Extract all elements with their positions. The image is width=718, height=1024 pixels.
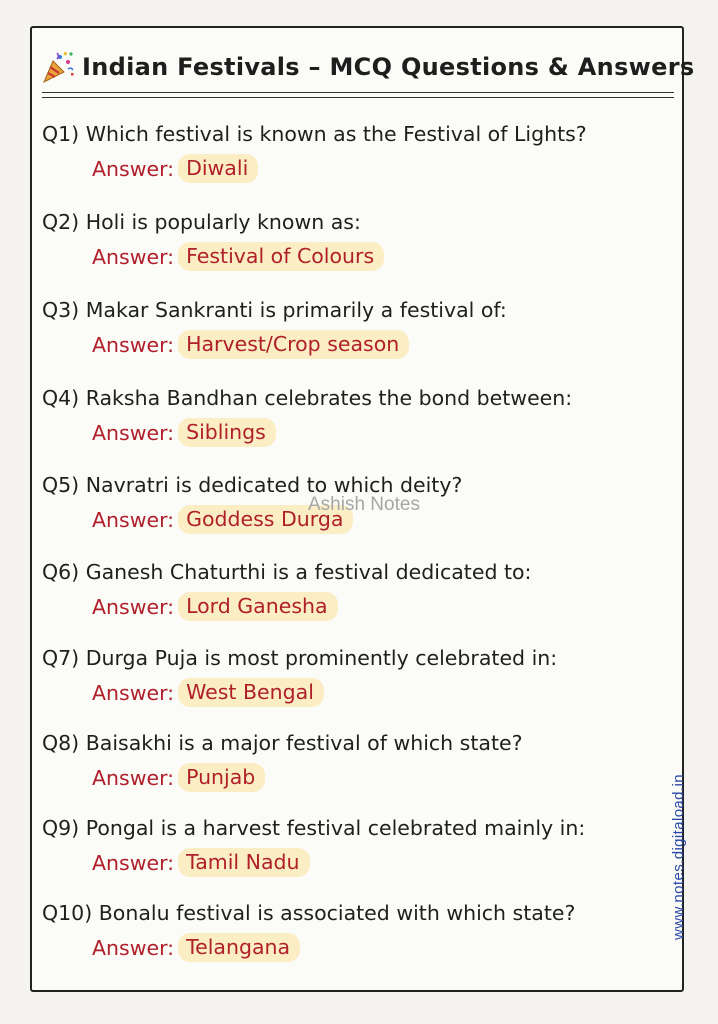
- question-item: [42, 296, 662, 359]
- answer-value: West Bengal: [178, 678, 324, 707]
- question-item: [42, 729, 662, 792]
- question-item: [42, 814, 662, 877]
- answer-label: Answer:: [92, 507, 175, 532]
- answer-value: Punjab: [178, 763, 265, 792]
- page-title: Indian Festivals – MCQ Questions & Answers: [82, 53, 695, 81]
- question-text: Q1) Which festival is known as the Festival of Lights?: [42, 122, 587, 146]
- answer-label: Answer:: [92, 420, 175, 445]
- answer-label: Answer:: [92, 244, 175, 269]
- side-url: www.notes.digitaload.in: [670, 774, 687, 940]
- answer-value: Harvest/Crop season: [178, 330, 409, 359]
- question-item: [42, 120, 662, 183]
- answer-value: Siblings: [178, 418, 276, 447]
- question-item: [42, 644, 662, 707]
- answer-row: [92, 592, 662, 621]
- title-divider: [42, 92, 674, 93]
- question-item: [42, 384, 662, 447]
- answer-row: [92, 763, 662, 792]
- answer-row: [92, 848, 662, 877]
- answer-label: Answer:: [92, 765, 175, 790]
- answer-row: [92, 330, 662, 359]
- header: [40, 46, 695, 88]
- question-text: Q10) Bonalu festival is associated with which state?: [42, 901, 576, 925]
- question-text: Q5) Navratri is dedicated to which deity?: [42, 473, 463, 497]
- answer-label: Answer:: [92, 332, 175, 357]
- party-popper-icon: [40, 49, 76, 85]
- answer-row: [92, 933, 662, 962]
- title-divider: [42, 97, 674, 98]
- answer-label: Answer:: [92, 594, 175, 619]
- answer-row: [92, 154, 662, 183]
- answer-value: Diwali: [178, 154, 258, 183]
- answer-label: Answer:: [92, 680, 175, 705]
- question-item: [42, 558, 662, 621]
- question-text: Q9) Pongal is a harvest festival celebrated mainly in:: [42, 816, 586, 840]
- question-text: Q7) Durga Puja is most prominently celebrated in:: [42, 646, 558, 670]
- question-text: Q6) Ganesh Chaturthi is a festival dedicated to:: [42, 560, 532, 584]
- answer-label: Answer:: [92, 156, 175, 181]
- question-text: Q2) Holi is popularly known as:: [42, 210, 361, 234]
- answer-value: Lord Ganesha: [178, 592, 338, 621]
- answer-value: Telangana: [178, 933, 300, 962]
- answer-value: Tamil Nadu: [178, 848, 309, 877]
- answer-row: [92, 242, 662, 271]
- question-item: [42, 208, 662, 271]
- answer-row: [92, 678, 662, 707]
- answer-label: Answer:: [92, 935, 175, 960]
- question-text: Q8) Baisakhi is a major festival of which state?: [42, 731, 523, 755]
- watermark: Ashish Notes: [308, 494, 420, 515]
- answer-row: [92, 418, 662, 447]
- answer-value: Goddess Durga: [178, 505, 353, 534]
- answer-label: Answer:: [92, 850, 175, 875]
- question-text: Q3) Makar Sankranti is primarily a festival of:: [42, 298, 507, 322]
- question-text: Q4) Raksha Bandhan celebrates the bond between:: [42, 386, 573, 410]
- answer-value: Festival of Colours: [178, 242, 384, 271]
- question-item: [42, 899, 662, 962]
